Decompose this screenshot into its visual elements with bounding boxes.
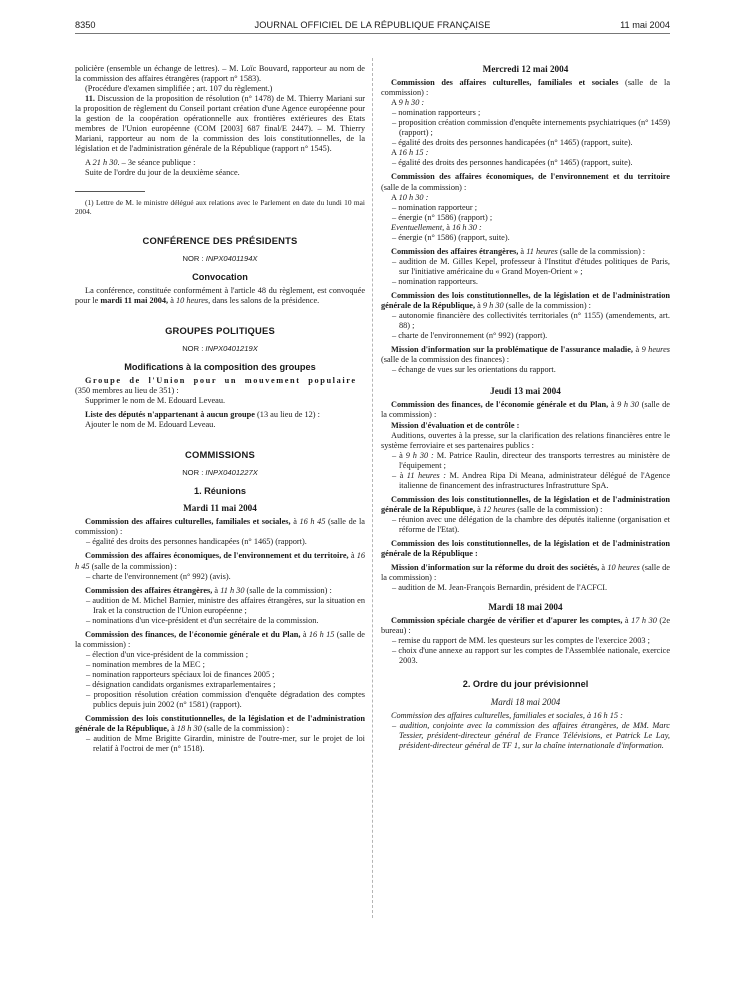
agenda-bullet: – audition de M. Gilles Kepel, professeur à l'Institut d'études politiques de Paris, sur l'initiative américaine du « Grand Moyen-Orient » ;: [392, 256, 670, 276]
commission-name: Commission des lois constitutionnelles, de la législation et de l'administration générale de la République :: [381, 539, 670, 559]
time: 16 h 45: [299, 517, 326, 527]
text: (salle de la commission) :: [89, 561, 177, 571]
footnote: (1) Lettre de M. le ministre délégué aux relations avec le Parlement en date du lundi 10 mai 2004.: [75, 197, 365, 216]
text: à: [518, 246, 527, 256]
text: (salle de la commission) :: [381, 563, 670, 583]
text: à: [608, 400, 618, 410]
agenda-bullet: – énergie (n° 1586) (rapport, suite).: [392, 232, 510, 242]
nor-label: NOR :: [182, 468, 206, 478]
agenda-bullet: [389, 451, 670, 471]
agenda-bullet: – nomination rapporteurs.: [392, 276, 478, 286]
time: 9 h 30 :: [398, 98, 425, 108]
agenda-bullet: – élection d'un vice-président de la commission ;: [86, 649, 249, 659]
agenda-bullet: – réunion avec une délégation de la chambre des députés italienne (organisation et réforme de l'Etat).: [392, 514, 670, 534]
commission-entry: [381, 400, 670, 420]
time: 9 h 30: [482, 301, 504, 311]
agenda-bullet: – échange de vues sur les orientations du rapport.: [392, 365, 556, 375]
day-heading: Mercredi 12 mai 2004: [482, 64, 569, 74]
agenda-bullet: – autonomie financière des collectivités territoriales (n° 1155) (amendements, art. 88) ;: [392, 311, 670, 331]
commission-entry: [381, 78, 670, 98]
time: 16 h 15: [308, 629, 335, 639]
text: (salle de la commission) :: [75, 629, 365, 649]
text: (salle de la commission) :: [244, 585, 332, 595]
paragraph: policière (ensemble un échange de lettres). – M. Loïc Bouvard, rapporteur au nom de la commission des affaires étrangères (rapport n° 1583).: [75, 64, 365, 84]
time: 9 heures: [641, 345, 670, 355]
text: M. Andrea Ripa Di Meana, administrateur délégué de l'Agence italienne de financement des infrastructures Infrastrutture SpA.: [399, 470, 671, 490]
text: à: [622, 616, 632, 626]
time: 11 heures: [526, 246, 558, 256]
agenda-bullet: – remise du rapport de MM. les questeurs sur les comptes de l'exercice 2003 ;: [392, 636, 650, 646]
commission-entry: Commission des affaires culturelles, familiales et sociales, à 16 h 15 :: [391, 710, 623, 720]
non-inscrits: [75, 410, 365, 420]
nor-reference: [75, 344, 365, 354]
text: – à: [392, 470, 407, 480]
time: 12 heures: [482, 504, 516, 514]
item-text: Discussion de la proposition de résolution (n° 1478) de M. Thierry Mariani sur la proposition de règlement du Conseil portant création d'une Agence européenne pour la gestion de la coopération opérationnelle aux frontières extérieures des Etats membres de l'Union européenne (COM [2003] 687 final/E 2447). – M. Thierry Mariani, rapporteur au nom de la commission des lois constitutionnelles, de la législation et de l'administration générale de la République (rapport n° 1545).: [75, 94, 365, 154]
commission-entry: [75, 586, 365, 596]
nor-label: NOR :: [182, 343, 206, 353]
text: (2e bureau) :: [381, 616, 671, 636]
commission-entry: [381, 172, 670, 192]
commission-name: Commission des lois constitutionnelles, de la législation et de l'administration générale de la République,: [75, 714, 365, 734]
time: 16 h 45: [75, 551, 365, 571]
mission-entry: [381, 563, 670, 583]
agenda-bullet: [389, 471, 670, 491]
subtitle-modifications: Modifications à la composition des groupes: [124, 361, 316, 372]
right-column: [381, 64, 670, 751]
agenda-bullet: – nomination rapporteurs spéciaux loi de finances 2005 ;: [86, 669, 275, 679]
section-title-commissions: COMMISSIONS: [185, 449, 255, 461]
commission-name: Commission des finances, de l'économie générale et du Plan,: [85, 629, 301, 639]
left-column: [75, 64, 365, 754]
page-number: 8350: [75, 20, 96, 30]
commission-entry: [381, 247, 670, 257]
text: (salle de la commission) :: [515, 504, 603, 514]
text: (salle de la commission) :: [557, 246, 646, 256]
time: 9 h 30 :: [405, 450, 434, 460]
date: mardi 11 mai 2004,: [100, 295, 169, 305]
commission-entry: [75, 551, 365, 571]
time: 16 h 15 :: [398, 148, 429, 158]
commission-name: Commission des lois constitutionnelles, de la législation et de l'administration générale de la République,: [381, 494, 670, 514]
journal-title: JOURNAL OFFICIEL DE LA RÉPUBLIQUE FRANÇAISE: [254, 20, 491, 30]
mission-name: Mission d'information sur la problématique de l'assurance maladie,: [391, 345, 633, 355]
text: – à: [392, 450, 406, 460]
text: à: [212, 585, 221, 595]
paragraph: Suite de l'ordre du jour de la deuxième séance.: [85, 168, 240, 178]
issue-date: 11 mai 2004: [620, 20, 670, 30]
day-heading: Mardi 11 mai 2004: [183, 503, 257, 514]
agenda-bullet: – égalité des droits des personnes handicapées (n° 1465) (rapport, suite).: [392, 138, 633, 148]
agenda-bullet: – nomination rapporteur ;: [392, 202, 478, 212]
mission-entry: [381, 345, 670, 365]
paragraph: Auditions, ouvertes à la presse, sur la clarification des relations financières entre le système ferroviaire et ses partenaires publics :: [381, 430, 670, 450]
header-rule: [75, 33, 670, 34]
convocation-text: [75, 286, 365, 306]
text: (salle de la commission) :: [381, 78, 671, 98]
agenda-bullet: – nomination membres de la MEC ;: [86, 659, 205, 669]
time: 10 h 30 :: [398, 192, 429, 202]
time: 9 h 30: [617, 400, 639, 410]
nor-code: INPX0401194X: [205, 253, 258, 263]
agenda-bullet: – charte de l'environnement (n° 992) (avis).: [86, 571, 231, 581]
commission-name: Commission des lois constitutionnelles, de la législation et de l'administration générale de la République,: [381, 290, 670, 311]
text: (salle de la commission) :: [503, 301, 591, 311]
column-divider: [372, 58, 373, 918]
text: à: [300, 629, 309, 639]
agenda-bullet: – désignation candidats organismes extraparlementaires ;: [86, 680, 276, 690]
day-heading-italic: Mardi 18 mai 2004: [490, 696, 561, 707]
agenda-bullet: – audition de Mme Brigitte Girardin, ministre de l'outre-mer, sur le projet de loi relatif à l'octroi de mer (n° 1518).: [86, 734, 365, 754]
text: A: [391, 148, 399, 158]
group-name: Groupe de l'Union pour un mouvement populaire: [85, 375, 357, 385]
agenda-bullet: – charte de l'environnement (n° 992) (rapport).: [392, 331, 548, 341]
time: 11 h 30: [220, 585, 245, 595]
text: (salle de la commission des finances) :: [381, 355, 510, 365]
nor-reference: [75, 468, 365, 478]
commission-entry: [381, 495, 670, 515]
text: (salle de la commission) :: [381, 182, 467, 192]
text: à: [633, 345, 642, 355]
time: 21 h 30: [92, 158, 118, 168]
section-title-conference: CONFÉRENCE DES PRÉSIDENTS: [142, 234, 298, 246]
day-heading: Mardi 18 mai 2004: [488, 602, 563, 613]
commission-entry: [75, 517, 365, 537]
seance-line: [75, 158, 365, 168]
time: 18 h 30: [176, 724, 202, 734]
group-count: (350 membres au lieu de 351) :: [75, 385, 179, 395]
mission-name: Mission d'information sur la réforme du droit des sociétés,: [391, 563, 600, 573]
text: à: [348, 551, 357, 561]
agenda-bullet: – audition de M. Jean-François Bernardin, président de l'ACFCI.: [392, 583, 608, 593]
commission-name: Commission des affaires étrangères,: [391, 246, 519, 256]
agenda-bullet: – proposition résolution création commission d'enquête dégradation des comptes publics depuis juin 2002 (n° 1581) (rapport).: [86, 690, 365, 710]
text: A: [391, 98, 399, 108]
subtitle-convocation: Convocation: [192, 271, 248, 282]
text: (salle de la commission) :: [381, 400, 670, 420]
text: (salle de la commission) :: [75, 517, 365, 537]
agenda-bullet: – nominations d'un vice-président et d'un secrétaire de la commission.: [86, 615, 319, 625]
time: 16 h 30 :: [452, 222, 482, 232]
text: (salle de la commission) :: [201, 724, 290, 734]
commission-name: Commission des affaires culturelles, familiales et sociales: [391, 78, 619, 88]
text: La conférence, constituée conformément à l'article 48 du règlement, est convoquée pour le: [75, 285, 365, 305]
item-number: 11.: [85, 94, 95, 104]
nor-code: INPX0401219X: [205, 343, 258, 353]
footnote-rule: [75, 191, 145, 192]
time: 10 heures: [607, 563, 640, 573]
section-title-groupes: GROUPES POLITIQUES: [165, 324, 275, 336]
text: M. Patrice Raulin, directeur des transports terrestres au ministère de l'équipement ;: [399, 450, 670, 470]
text: à: [475, 301, 483, 311]
commission-name: Commission des affaires culturelles, familiales et sociales,: [85, 517, 291, 527]
agenda-bullet: – égalité des droits des personnes handicapées (n° 1465) (rapport, suite).: [392, 158, 633, 168]
text: Eventuellement,: [391, 222, 445, 232]
running-header: [75, 20, 670, 32]
subtitle-reunions: 1. Réunions: [193, 486, 247, 497]
time: 17 h 30: [631, 616, 657, 626]
text: A: [391, 192, 399, 202]
text: A: [85, 158, 93, 168]
list-count: (13 au lieu de 12) :: [254, 410, 320, 420]
agenda-bullet: – proposition création commission d'enquête internements psychiatriques (n° 1459) (rapport) ;: [392, 118, 670, 138]
agenda-bullet: – égalité des droits des personnes handicapées (n° 1465) (rapport).: [86, 537, 307, 547]
nor-code: INPX0401227X: [205, 468, 258, 478]
agenda-bullet: – choix d'une annexe au rapport sur les comptes de l'Assemblée nationale, exercice 2003.: [392, 646, 670, 666]
agenda-bullet: – audition, conjointe avec la commission des affaires étrangères, de MM. Marc Tessier, président-directeur général de France Télévisions, et Patrick Le Lay, président-directeur général de TF 1, sur la chaîne internationale d'information.: [392, 720, 670, 750]
commission-name: Commission des affaires étrangères,: [85, 585, 213, 595]
agenda-item-11: [75, 94, 365, 154]
paragraph: (Procédure d'examen simplifiée ; art. 107 du règlement.): [85, 84, 273, 94]
agenda-bullet: – audition de M. Michel Barnier, ministre des affaires étrangères, sur la situation en Irak et la construction de l'Union européenne ;: [86, 595, 365, 615]
text: à: [169, 724, 177, 734]
commission-name: Commission spéciale chargée de vérifier et d'apurer les comptes,: [391, 616, 623, 626]
commission-name: Commission des affaires économiques, de l'environnement et du territoire: [391, 172, 670, 182]
nor-reference: [75, 254, 365, 264]
nor-label: NOR :: [182, 253, 206, 263]
time-line: [381, 193, 670, 203]
list-name: Liste des députés n'appartenant à aucun groupe: [85, 410, 255, 420]
text: à: [475, 504, 483, 514]
time-line: [381, 223, 670, 233]
subtitle-ordre-du-jour: 2. Ordre du jour prévisionnel: [462, 678, 589, 689]
agenda-bullet: – nomination rapporteurs ;: [392, 108, 481, 118]
time: 11 heures :: [406, 470, 447, 480]
text: à: [168, 295, 176, 305]
agenda-bullet: – énergie (n° 1586) (rapport) ;: [392, 212, 493, 222]
day-heading: Jeudi 13 mai 2004: [490, 386, 561, 397]
time-line: [381, 148, 670, 158]
mission-subtitle: Mission d'évaluation et de contrôle :: [391, 420, 520, 430]
commission-entry: [381, 291, 670, 311]
commission-name: Commission des affaires économiques, de l'environnement et du territoire,: [85, 551, 349, 561]
text: dans les salons de la présidence.: [210, 295, 320, 305]
commission-entry: [75, 630, 365, 650]
text: à: [444, 222, 453, 232]
group-action: Supprimer le nom de M. Edouard Leveau.: [85, 395, 226, 405]
text: à: [290, 517, 300, 527]
time-line: [381, 98, 670, 108]
commission-name: Commission des finances, de l'économie générale et du Plan,: [391, 400, 609, 410]
text: . – 3e séance publique :: [117, 158, 196, 168]
commission-entry: [75, 714, 365, 734]
time: 10 heures,: [175, 295, 211, 305]
group-action: Ajouter le nom de M. Edouard Leveau.: [85, 420, 216, 430]
text: à: [599, 563, 608, 573]
commission-entry: [381, 616, 670, 636]
